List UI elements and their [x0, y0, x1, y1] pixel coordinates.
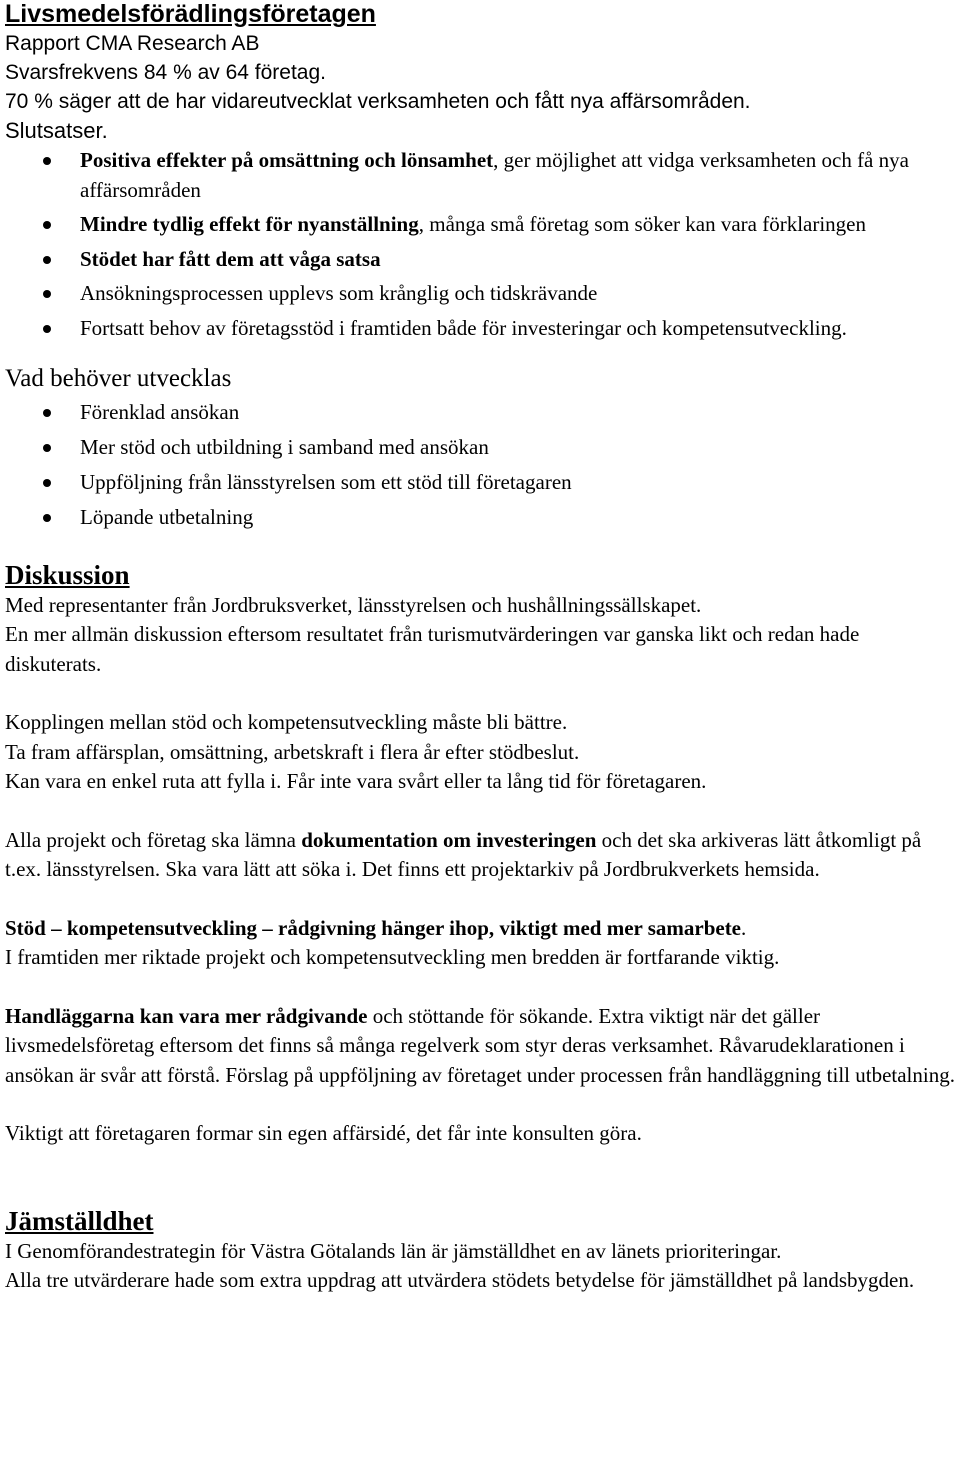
- discussion-general: En mer allmän diskussion eftersom resultatet från turismutvärderingen var ganska likt och redan hade diskuterats.: [5, 622, 860, 676]
- equality-strategy: I Genomförandestrategin för Västra Götalands län är jämställdhet en av länets prioriteringar.: [5, 1238, 782, 1263]
- discussion-section: [5, 591, 955, 1149]
- bullet-icon: [43, 256, 51, 264]
- develop-heading: Vad behöver utvecklas: [5, 365, 232, 392]
- conclusions-list: [5, 146, 955, 343]
- discussion-cooperation: Stöd – kompetensutveckling – rådgivning hänger ihop, viktigt med mer samarbete.: [5, 915, 747, 940]
- bullet-icon: [43, 325, 51, 333]
- conclusions-label: Slutsatser.: [5, 118, 108, 143]
- list-item: Stödet har fått dem att våga satsa: [5, 245, 955, 275]
- list-item: Mindre tydlig effekt för nyanställning, många små företag som söker kan vara förklaringen: [5, 210, 955, 240]
- list-item: Ansökningsprocessen upplevs som krånglig och tidskrävande: [5, 279, 955, 309]
- discussion-business-idea: Viktigt att företagaren formar sin egen affärsidé, det får inte konsulten göra.: [5, 1121, 642, 1145]
- equality-heading: Jämställdhet: [5, 1205, 154, 1236]
- bullet-icon: [43, 444, 51, 452]
- report-intro: [5, 29, 955, 145]
- bullet-icon: [43, 290, 51, 298]
- list-item: Fortsatt behov av företagsstöd i framtiden både för investeringar och kompetensutveckling.: [5, 314, 955, 344]
- development-share: 70 % säger att de har vidareutvecklat verksamheten och fått nya affärsområden.: [5, 90, 751, 113]
- discussion-business-plan: Ta fram affärsplan, omsättning, arbetskraft i flera år efter stödbeslut.: [5, 739, 580, 764]
- discussion-participants: Med representanter från Jordbruksverket, länsstyrelsen och hushållningssällskapet.: [5, 592, 702, 617]
- discussion-coupling: Kopplingen mellan stöd och kompetensutveckling måste bli bättre.: [5, 710, 568, 734]
- discussion-simple-box: Kan vara en enkel ruta att fylla i. Får inte vara svårt eller ta lång tid för företagaren.: [5, 769, 707, 793]
- list-item: Positiva effekter på omsättning och lönsamhet, ger möjlighet att vidga verksamheten och få nya affärsområden: [5, 146, 955, 205]
- bullet-icon: [43, 479, 51, 487]
- equality-section: [5, 1237, 955, 1296]
- list-item: Löpande utbetalning: [5, 503, 955, 533]
- list-item: Förenklad ansökan: [5, 398, 955, 428]
- discussion-advisory: Handläggarna kan vara mer rådgivande och stöttande för sökande. Extra viktigt när det gäller livsmedelsföretag eftersom det finns så många regelverk som styr deras verksamhet. Råvarudeklarationen i ansökan är svår att förstå. Förslag på uppföljning av företaget under processen från handläggning till utbetalning.: [5, 1003, 955, 1087]
- list-item: Mer stöd och utbildning i samband med ansökan: [5, 433, 955, 463]
- discussion-heading: Diskussion: [5, 559, 130, 590]
- report-source: Rapport CMA Research AB: [5, 32, 260, 55]
- response-rate: Svarsfrekvens 84 % av 64 företag.: [5, 61, 326, 84]
- equality-evaluators: Alla tre utvärderare hade som extra uppdrag att utvärdera stödets betydelse för jämställdhet på landsbygden.: [5, 1268, 915, 1292]
- bullet-icon: [43, 514, 51, 522]
- bullet-icon: [43, 157, 51, 165]
- page-title: Livsmedelsförädlingsföretagen: [5, 0, 376, 28]
- develop-list: [5, 398, 955, 533]
- list-item: Uppföljning från länsstyrelsen som ett stöd till företagaren: [5, 468, 955, 498]
- discussion-future: I framtiden mer riktade projekt och kompetensutveckling men bredden är fortfarande viktig.: [5, 945, 780, 969]
- bullet-icon: [43, 409, 51, 417]
- discussion-documentation: Alla projekt och företag ska lämna dokumentation om investeringen och det ska arkiveras lätt åtkomligt på t.ex. länsstyrelsen. Ska vara lätt att söka i. Det finns ett projektarkiv på Jordbrukverkets hemsida.: [5, 827, 922, 881]
- bullet-icon: [43, 221, 51, 229]
- document-page: [5, 0, 955, 1296]
